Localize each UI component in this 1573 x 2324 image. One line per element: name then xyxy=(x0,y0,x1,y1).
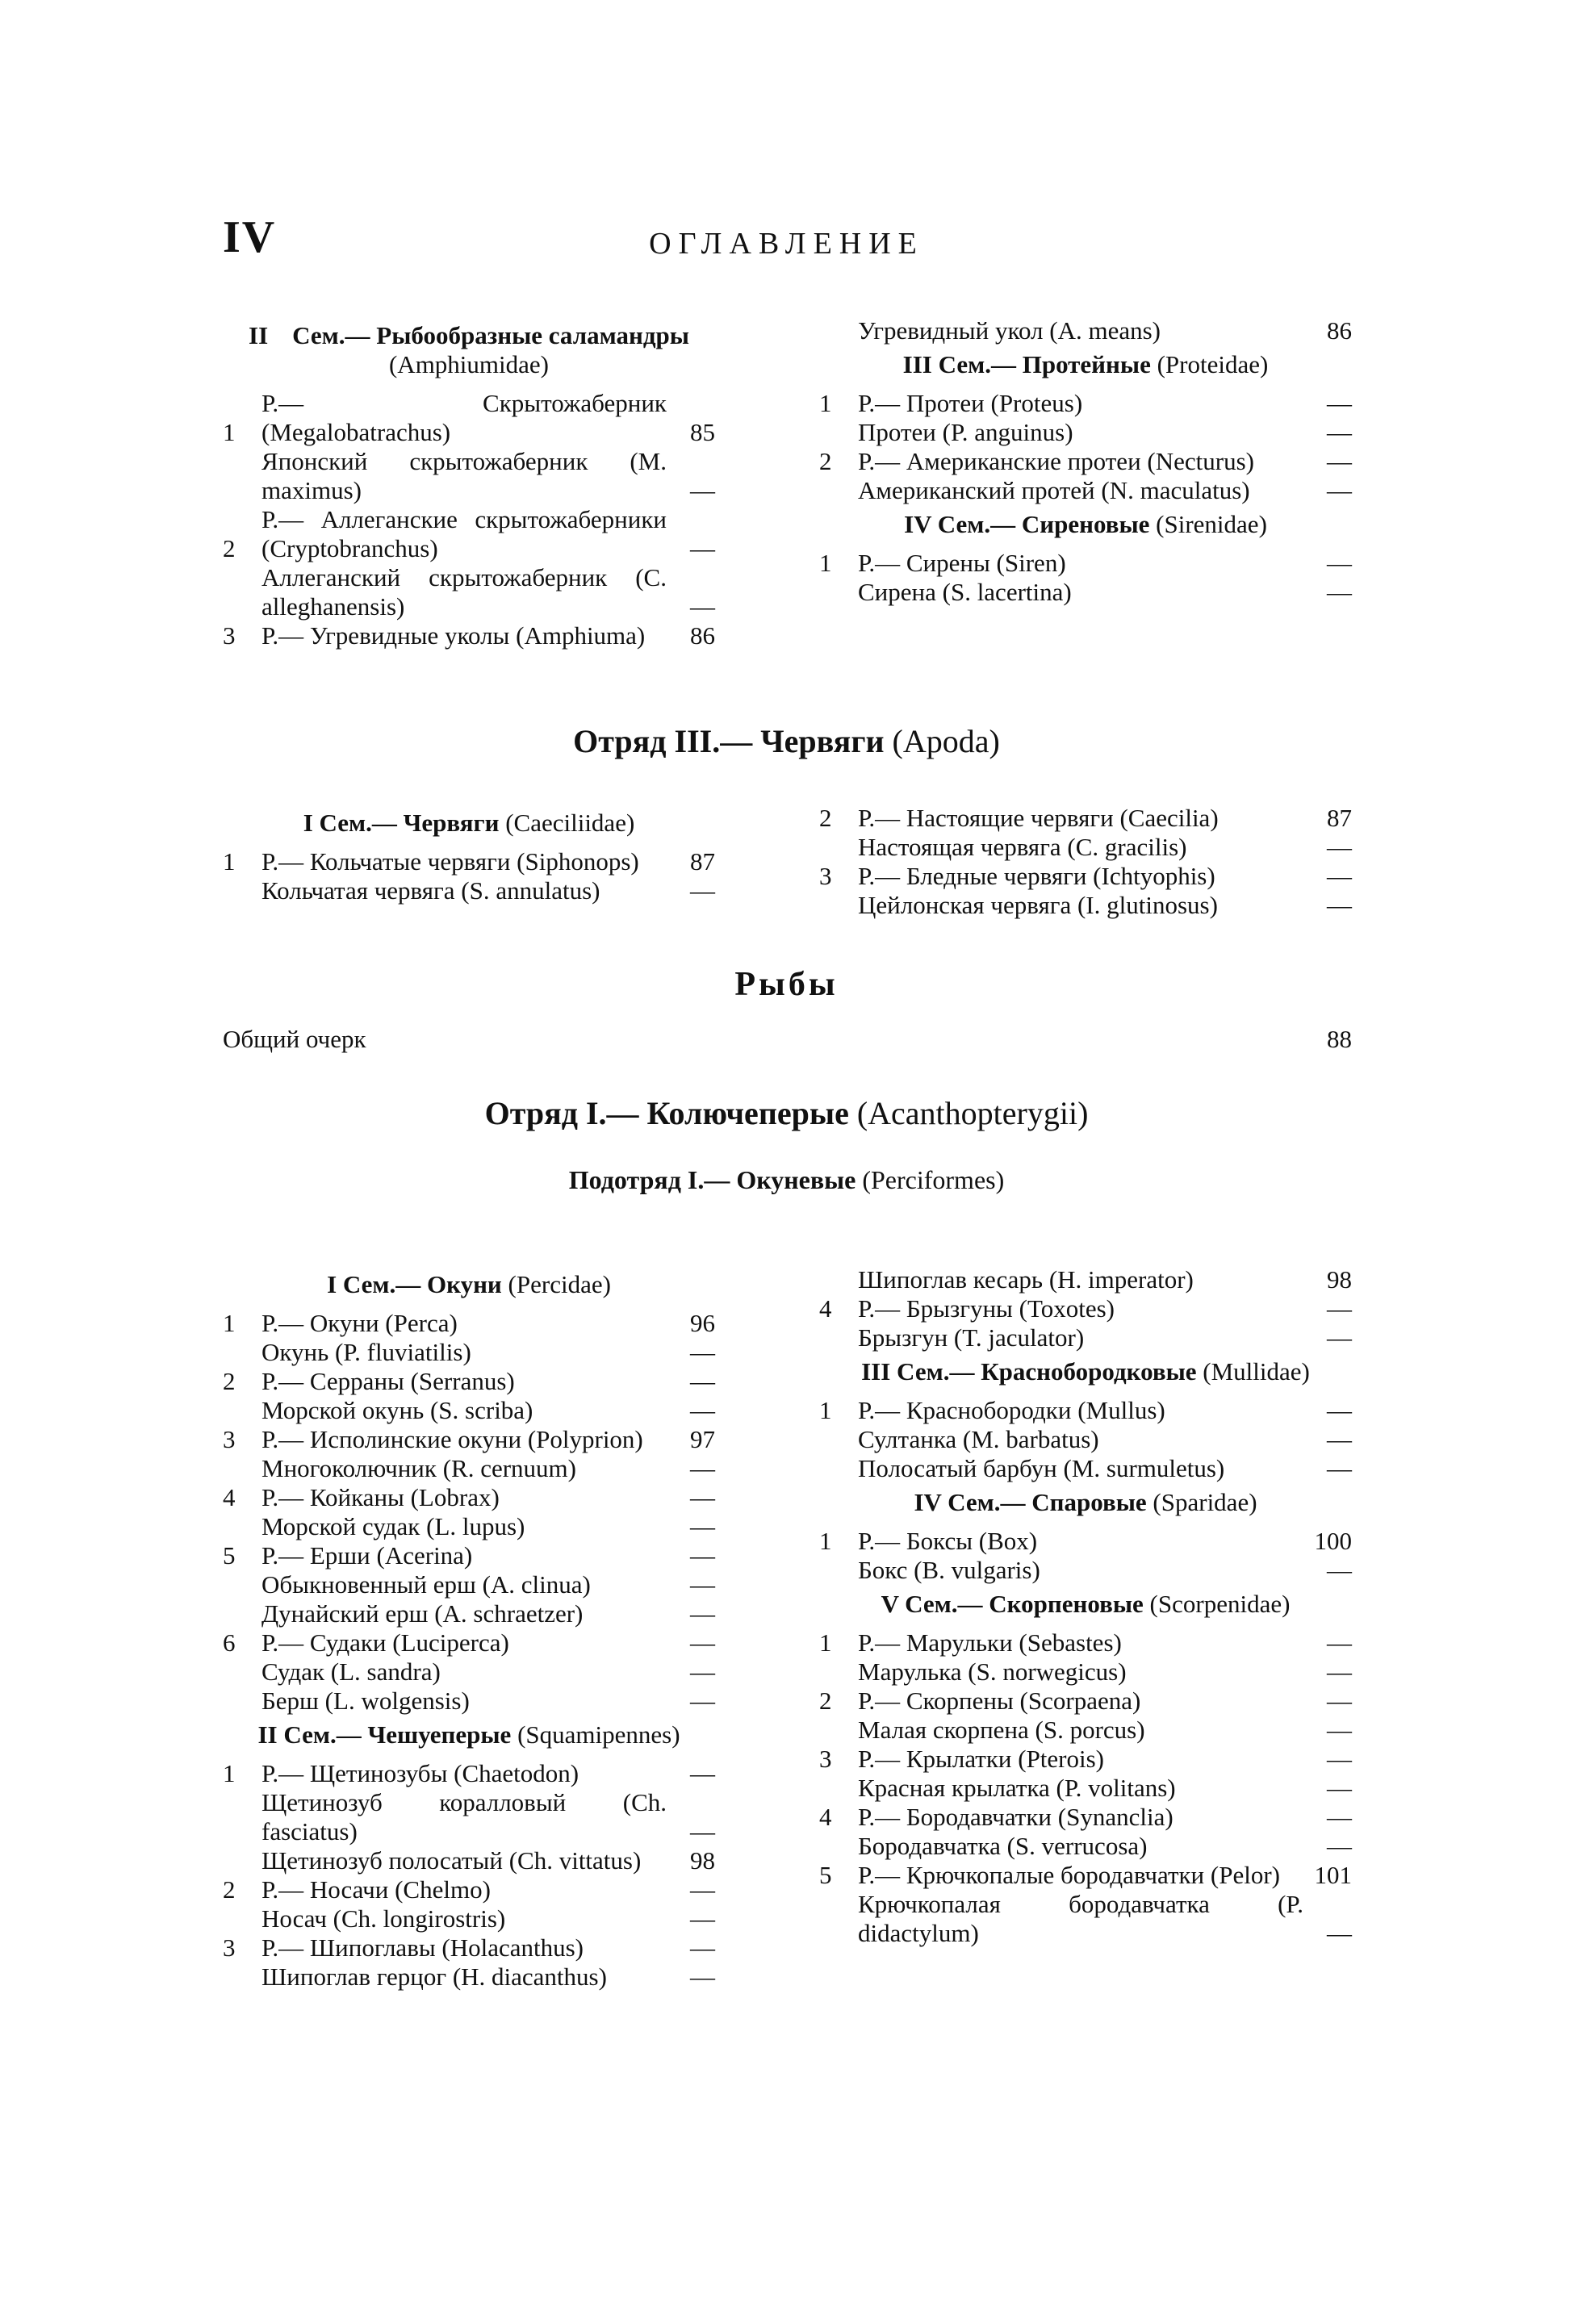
toc-entry xyxy=(223,1788,715,1846)
family-title: II Сем.— Чешуеперые xyxy=(257,1720,512,1749)
entry-text: Р.— Носачи (Chelmo) xyxy=(261,1875,491,1904)
entry-page: — xyxy=(1327,1323,1352,1352)
entry-text: Р.— Щетинозубы (Chaetodon) xyxy=(261,1759,579,1787)
entry-page: — xyxy=(690,534,715,562)
toc-entry xyxy=(819,1527,1352,1556)
family-latin: (Proteidae) xyxy=(1157,350,1269,378)
toc-entry xyxy=(223,876,715,905)
entry-page: — xyxy=(690,1875,715,1904)
toc-entry xyxy=(223,1657,715,1687)
toc-column xyxy=(819,1265,1352,1948)
entry-number: 3 xyxy=(223,621,236,650)
family-latin: (Mullidae) xyxy=(1203,1357,1310,1386)
entry-text: Окунь (P. fluviatilis) xyxy=(261,1338,471,1366)
toc-entry xyxy=(223,1687,715,1716)
family-heading xyxy=(819,1590,1352,1619)
entry-text: Р.— Скрытожаберник (Megalobatrachus) xyxy=(261,389,667,446)
family-number: II xyxy=(249,321,269,349)
entry-text: Р.— Аллеганские скрытожаберники (Cryptobranchus) xyxy=(261,505,667,562)
toc-entry xyxy=(819,389,1352,418)
entry-page: — xyxy=(1327,389,1352,417)
order-heading xyxy=(0,722,1573,760)
entry-number: 1 xyxy=(223,1309,236,1337)
page-number: IV xyxy=(223,212,277,262)
entry-text: Р.— Протеи (Proteus) xyxy=(858,389,1083,417)
family-latin: (Scorpenidae) xyxy=(1149,1590,1291,1618)
family-title: IV Сем.— Сиреновые xyxy=(904,510,1150,538)
family-title: I Сем.— Окуни xyxy=(327,1270,502,1298)
entry-number: 1 xyxy=(819,1396,832,1424)
toc-entry xyxy=(819,1454,1352,1483)
entry-text: Бокс (B. vulgaris) xyxy=(858,1556,1040,1584)
entry-text: Р.— Ерши (Acerina) xyxy=(261,1541,473,1570)
entry-page: 86 xyxy=(690,621,715,650)
toc-column xyxy=(819,316,1352,607)
entry-page: — xyxy=(690,1338,715,1366)
entry-number: 4 xyxy=(223,1483,236,1511)
toc-entry xyxy=(223,1367,715,1396)
family-heading xyxy=(223,1720,715,1749)
toc-entry xyxy=(819,1774,1352,1803)
entry-text: Р.— Судаки (Luciperca) xyxy=(261,1628,509,1657)
entry-page: — xyxy=(1327,1687,1352,1715)
entry-page: — xyxy=(690,1687,715,1715)
family-heading xyxy=(819,510,1352,539)
toc-entry xyxy=(223,1396,715,1425)
entry-page: — xyxy=(1327,1919,1352,1947)
entry-text: Носач (Ch. longirostris) xyxy=(261,1904,506,1933)
toc-entry xyxy=(819,1890,1352,1948)
toc-entry xyxy=(223,1570,715,1599)
family-latin: (Percidae) xyxy=(508,1270,611,1298)
entry-text: Р.— Сирены (Siren) xyxy=(858,549,1066,577)
entry-page: — xyxy=(690,1817,715,1845)
entry-text: Морской окунь (S. scriba) xyxy=(261,1396,533,1424)
toc-entry xyxy=(819,418,1352,447)
entry-page: — xyxy=(1327,549,1352,577)
toc-entry xyxy=(819,1861,1352,1890)
order-heading-latin: (Apoda) xyxy=(892,723,1000,759)
entry-number: 2 xyxy=(819,447,832,475)
entry-number: 5 xyxy=(819,1861,832,1889)
entry-page: — xyxy=(1327,1556,1352,1584)
entry-number: 4 xyxy=(819,1294,832,1323)
entry-text: Р.— Брызгуны (Toxotes) xyxy=(858,1294,1115,1323)
entry-number: 2 xyxy=(223,1367,236,1395)
entry-text: Красная крылатка (P. volitans) xyxy=(858,1774,1176,1802)
toc-entry xyxy=(819,1425,1352,1454)
general-essay: Общий очерк xyxy=(223,1025,366,1053)
suborder-heading-latin: (Perciformes) xyxy=(862,1165,1005,1194)
toc-entry xyxy=(819,891,1352,920)
entry-number: 1 xyxy=(223,847,236,876)
entry-number: 6 xyxy=(223,1628,236,1657)
toc-entry xyxy=(819,1294,1352,1323)
entry-text: Щетинозуб полосатый (Ch. vittatus) xyxy=(261,1846,642,1875)
toc-column xyxy=(819,804,1352,920)
entry-number: 1 xyxy=(819,389,832,417)
entry-page: — xyxy=(690,1599,715,1628)
entry-text: Р.— Шипоглавы (Holacanthus) xyxy=(261,1933,584,1962)
entry-page: — xyxy=(690,1483,715,1511)
entry-number: 2 xyxy=(819,1687,832,1715)
entry-text: Шипоглав кесарь (H. imperator) xyxy=(858,1265,1194,1294)
entry-text: Р.— Исполинские окуни (Polyprion) xyxy=(261,1425,643,1453)
entry-page: — xyxy=(690,1454,715,1482)
order-heading-title: Отряд I.— Колючеперые xyxy=(484,1095,849,1131)
entry-text: Малая скорпена (S. porcus) xyxy=(858,1716,1145,1744)
entry-number: 2 xyxy=(223,534,236,562)
family-latin: (Sparidae) xyxy=(1153,1488,1257,1516)
entry-number: 3 xyxy=(819,862,832,890)
family-title: III Сем.— Протейные xyxy=(902,350,1151,378)
entry-page: — xyxy=(1327,1774,1352,1802)
entry-page: — xyxy=(1327,1745,1352,1773)
toc-entry xyxy=(819,1803,1352,1832)
family-title: V Сем.— Скорпеновые xyxy=(881,1590,1144,1618)
toc-entry xyxy=(819,549,1352,578)
entry-text: Р.— Скорпены (Scorpaena) xyxy=(858,1687,1141,1715)
toc-entry xyxy=(223,1454,715,1483)
entry-page: — xyxy=(1327,1716,1352,1744)
toc-entry xyxy=(223,1425,715,1454)
toc-entry xyxy=(819,476,1352,505)
toc-entry xyxy=(819,1832,1352,1861)
toc-entry xyxy=(819,1628,1352,1657)
general-essay-page: 88 xyxy=(1327,1025,1352,1053)
toc-entry xyxy=(223,1599,715,1628)
entry-page: — xyxy=(690,1396,715,1424)
toc-entry xyxy=(223,847,715,876)
entry-page: — xyxy=(690,876,715,905)
toc-entry xyxy=(223,1541,715,1570)
entry-page: 101 xyxy=(1314,1861,1352,1889)
entry-text: Р.— Американские протеи (Necturus) xyxy=(858,447,1254,475)
entry-number: 1 xyxy=(819,1527,832,1555)
entry-page: — xyxy=(1327,862,1352,890)
entry-text: Р.— Марульки (Sebastes) xyxy=(858,1628,1122,1657)
entry-page: — xyxy=(1327,1832,1352,1860)
entry-text: Японский скрытожаберник (M. maximus) xyxy=(261,447,667,504)
suborder-heading xyxy=(0,1165,1573,1195)
entry-page: — xyxy=(1327,833,1352,861)
suborder-heading-title: Подотряд I.— Окуневые xyxy=(568,1165,856,1194)
toc-entry xyxy=(223,1846,715,1875)
entry-number: 1 xyxy=(819,1628,832,1657)
entry-text: Морской судак (L. lupus) xyxy=(261,1512,525,1540)
entry-text: Кольчатая червяга (S. annulatus) xyxy=(261,876,600,905)
toc-entry xyxy=(223,1904,715,1933)
entry-page: — xyxy=(1327,891,1352,919)
toc-entry xyxy=(223,1875,715,1904)
entry-text: Р.— Бледные червяги (Ichtyophis) xyxy=(858,862,1215,890)
toc-entry xyxy=(223,1933,715,1962)
entry-page: 86 xyxy=(1327,316,1352,345)
family-title: I Сем.— Червяги xyxy=(303,809,500,837)
family-heading xyxy=(819,1357,1352,1386)
toc-entry xyxy=(819,1265,1352,1294)
toc-entry xyxy=(819,447,1352,476)
entry-text: Бородавчатка (S. verrucosa) xyxy=(858,1832,1148,1860)
toc-entry xyxy=(223,563,715,621)
family-heading xyxy=(819,1488,1352,1517)
entry-page: 96 xyxy=(690,1309,715,1337)
entry-number: 1 xyxy=(223,418,236,446)
entry-text: Многоколючник (R. cernuum) xyxy=(261,1454,576,1482)
entry-text: Настоящая червяга (C. gracilis) xyxy=(858,833,1187,861)
entry-text: Р.— Бородавчатки (Synanclia) xyxy=(858,1803,1173,1831)
entry-page: 87 xyxy=(1327,804,1352,832)
toc-column xyxy=(223,804,715,905)
entry-page: — xyxy=(1327,1425,1352,1453)
entry-text: Берш (L. wolgensis) xyxy=(261,1687,470,1715)
toc-entry xyxy=(819,1323,1352,1352)
family-heading xyxy=(223,321,715,379)
toc-column xyxy=(223,1265,715,1992)
entry-page: — xyxy=(690,1759,715,1787)
entry-page: — xyxy=(690,592,715,621)
order-heading-title: Отряд III.— Червяги xyxy=(573,723,885,759)
entry-number: 3 xyxy=(223,1425,236,1453)
family-heading xyxy=(819,350,1352,379)
running-head: ОГЛАВЛЕНИЕ xyxy=(649,227,924,261)
family-latin: (Sirenidae) xyxy=(1156,510,1267,538)
entry-text: Полосатый барбун (M. surmuletus) xyxy=(858,1454,1225,1482)
entry-number: 3 xyxy=(819,1745,832,1773)
toc-column xyxy=(223,316,715,650)
entry-page: — xyxy=(690,1541,715,1570)
entry-page: — xyxy=(1327,1454,1352,1482)
entry-page: 85 xyxy=(690,418,715,446)
entry-page: 97 xyxy=(690,1425,715,1453)
toc-entry xyxy=(223,1512,715,1541)
entry-page: — xyxy=(690,1657,715,1686)
toc-entry xyxy=(819,862,1352,891)
toc-entry xyxy=(223,1628,715,1657)
entry-page: — xyxy=(1327,418,1352,446)
entry-text: Марулька (S. norwegicus) xyxy=(858,1657,1127,1686)
entry-number: 1 xyxy=(819,549,832,577)
toc-entry xyxy=(819,1716,1352,1745)
order-heading xyxy=(0,1094,1573,1132)
toc-entry xyxy=(819,1396,1352,1425)
entry-text: Р.— Настоящие червяги (Caecilia) xyxy=(858,804,1219,832)
entry-page: 98 xyxy=(690,1846,715,1875)
entry-text: Брызгун (T. jaculator) xyxy=(858,1323,1085,1352)
toc-entry xyxy=(819,1687,1352,1716)
entry-text: Цейлонская червяга (I. glutinosus) xyxy=(858,891,1218,919)
entry-page: — xyxy=(1327,1657,1352,1686)
entry-page: — xyxy=(690,1962,715,1991)
toc-entry xyxy=(223,447,715,505)
toc-entry xyxy=(223,389,715,447)
entry-page: — xyxy=(690,1512,715,1540)
entry-text: Угревидный укол (A. means) xyxy=(858,316,1161,345)
entry-text: Обыкновенный ерш (A. clinua) xyxy=(261,1570,591,1599)
entry-page: — xyxy=(690,1628,715,1657)
entry-page: — xyxy=(690,1367,715,1395)
entry-page: — xyxy=(1327,1294,1352,1323)
toc-entry xyxy=(819,833,1352,862)
entry-text: Р.— Крылатки (Pterois) xyxy=(858,1745,1105,1773)
family-title: Сем.— Рыбообразные саламандры xyxy=(292,321,689,349)
entry-page: — xyxy=(690,1904,715,1933)
entry-page: — xyxy=(1327,1396,1352,1424)
entry-number: 2 xyxy=(819,804,832,832)
toc-entry xyxy=(819,1745,1352,1774)
toc-entry xyxy=(819,316,1352,345)
toc-entry xyxy=(223,1759,715,1788)
entry-text: Крючкопалая бородавчатка (P. didactylum) xyxy=(858,1890,1303,1947)
entry-text: Дунайский ерш (A. schraetzer) xyxy=(261,1599,584,1628)
family-heading xyxy=(223,1270,715,1299)
entry-page: — xyxy=(690,1570,715,1599)
entry-text: Судак (L. sandra) xyxy=(261,1657,441,1686)
entry-text: Р.— Крючкопалые бородавчатки (Pelor) xyxy=(858,1861,1280,1889)
entry-page: — xyxy=(1327,578,1352,606)
toc-entry xyxy=(223,1962,715,1992)
entry-text: Р.— Угревидные уколы (Amphiuma) xyxy=(261,621,646,650)
entry-text: Р.— Краснобородки (Mullus) xyxy=(858,1396,1165,1424)
entry-text: Р.— Боксы (Box) xyxy=(858,1527,1038,1555)
toc-entry xyxy=(223,1338,715,1367)
toc-entry xyxy=(819,804,1352,833)
entry-number: 2 xyxy=(223,1875,236,1904)
entry-text: Шипоглав герцог (H. diacanthus) xyxy=(261,1962,607,1991)
entry-text: Протеи (P. anguinus) xyxy=(858,418,1073,446)
family-heading xyxy=(223,809,715,838)
toc-entry xyxy=(819,1657,1352,1687)
entry-number: 3 xyxy=(223,1933,236,1962)
order-heading-latin: (Acanthopterygii) xyxy=(856,1095,1089,1131)
entry-text: Р.— Кольчатые червяги (Siphonops) xyxy=(261,847,639,876)
toc-entry xyxy=(223,505,715,563)
entry-text: Аллеганский скрытожаберник (C. alleghanensis) xyxy=(261,563,667,621)
toc-entry xyxy=(819,1556,1352,1585)
entry-page: 87 xyxy=(690,847,715,876)
entry-number: 5 xyxy=(223,1541,236,1570)
entry-page: — xyxy=(1327,1628,1352,1657)
entry-number: 1 xyxy=(223,1759,236,1787)
entry-text: Р.— Койканы (Lobrax) xyxy=(261,1483,500,1511)
entry-page: 98 xyxy=(1327,1265,1352,1294)
entry-page: — xyxy=(1327,447,1352,475)
entry-page: — xyxy=(1327,476,1352,504)
entry-text: Р.— Окуни (Perca) xyxy=(261,1309,458,1337)
entry-page: — xyxy=(690,476,715,504)
entry-text: Р.— Серраны (Serranus) xyxy=(261,1367,515,1395)
entry-text: Сирена (S. lacertina) xyxy=(858,578,1072,606)
family-title: III Сем.— Краснобородковые xyxy=(861,1357,1197,1386)
family-latin: (Amphiumidae) xyxy=(388,350,549,378)
family-title: IV Сем.— Спаровые xyxy=(914,1488,1147,1516)
entry-text: Американский протей (N. maculatus) xyxy=(858,476,1250,504)
entry-text: Щетинозуб коралловый (Ch. fasciatus) xyxy=(261,1788,667,1845)
entry-page: — xyxy=(1327,1803,1352,1831)
class-heading: Рыбы xyxy=(734,966,839,1003)
toc-entry xyxy=(223,621,715,650)
family-latin: (Caeciliidae) xyxy=(505,809,635,837)
toc-entry xyxy=(223,1309,715,1338)
entry-page: — xyxy=(690,1933,715,1962)
toc-entry xyxy=(223,1483,715,1512)
family-latin: (Squamipennes) xyxy=(517,1720,680,1749)
entry-page: 100 xyxy=(1314,1527,1352,1555)
entry-text: Султанка (M. barbatus) xyxy=(858,1425,1099,1453)
toc-entry xyxy=(819,578,1352,607)
entry-number: 4 xyxy=(819,1803,832,1831)
